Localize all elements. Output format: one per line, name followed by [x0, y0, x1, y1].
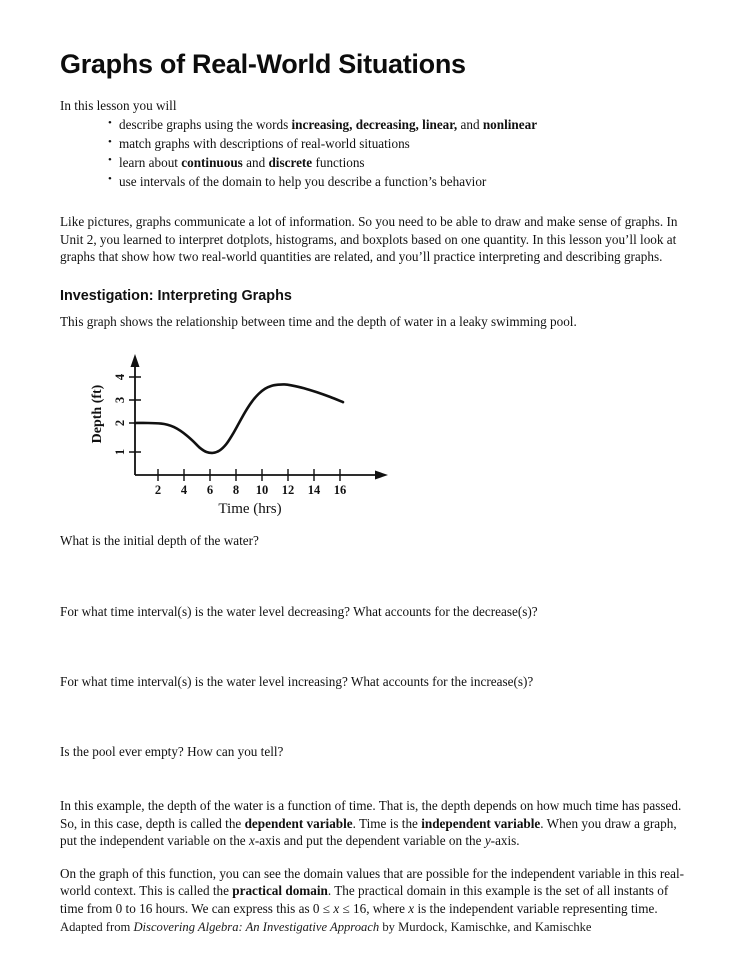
term-independent-variable: independent variable: [421, 815, 541, 831]
objective-text-pre: describe graphs using the words: [119, 117, 292, 133]
paragraph-practical-domain: [60, 865, 690, 918]
variables-text-2: . Time is the: [352, 815, 422, 831]
y-tick-label-1: 1: [112, 449, 127, 456]
x-tick-label-14: 14: [307, 483, 321, 498]
attribution-prefix: Adapted from: [60, 920, 134, 934]
graph-svg: [90, 342, 450, 517]
attribution-suffix: by Murdock, Kamischke, and Kamischke: [379, 920, 592, 934]
data-series-line: [135, 385, 343, 454]
source-attribution: [60, 920, 592, 935]
graph-caption: This graph shows the relationship between time and the depth of water in a leaky swimming pool.: [60, 313, 577, 329]
math-x-lower: x: [333, 900, 340, 916]
page-title: Graphs of Real-World Situations: [60, 49, 466, 79]
question-initial-depth: What is the initial depth of the water?: [60, 533, 259, 549]
objective-text-mid: and: [457, 117, 483, 133]
question-increasing-interval: For what time interval(s) is the water level increasing? What accounts for the increase(s)?: [60, 673, 534, 689]
objective-text-mid: and: [242, 154, 269, 170]
list-item: [108, 116, 690, 135]
objective-bold-2: nonlinear: [482, 117, 538, 133]
x-tick-label-8: 8: [232, 483, 240, 498]
term-dependent-variable: dependent variable: [244, 815, 353, 831]
domain-text-1: On the graph of this function, you can see the domain values that are possible for the independent variable in this real-world context. This is called the: [60, 865, 685, 899]
objective-text-pre: learn about: [119, 154, 182, 170]
question-decreasing-interval: For what time interval(s) is the water level decreasing? What accounts for the decrease(s)?: [60, 603, 538, 619]
paragraph-variables: [60, 797, 690, 850]
x-tick-label-12: 12: [281, 483, 295, 498]
objective-text-pre: match graphs with descriptions of real-world situations: [119, 136, 410, 152]
variables-text-5: -axis.: [490, 833, 520, 849]
variables-text-3: . When you draw a graph, put the independent variable on the: [60, 815, 677, 849]
objective-text-post: functions: [312, 154, 365, 170]
objective-bold-2: discrete: [268, 154, 313, 170]
lesson-intro-line: In this lesson you will: [60, 97, 177, 113]
objective-bold-1: increasing, decreasing, linear,: [291, 117, 458, 133]
math-x-axis-var: x: [248, 833, 255, 849]
variables-text-1: In this example, the depth of the water is a function of time. That is, the depth depends on how much time has passed. So, in this case, depth is called the: [60, 798, 682, 831]
domain-text-3: ≤ 16, where: [339, 900, 409, 916]
question-pool-empty: Is the pool ever empty? How can you tell?: [60, 743, 284, 759]
x-tick-label-16: 16: [333, 483, 347, 498]
y-tick-label-4: 4: [112, 374, 127, 381]
list-item: [108, 154, 690, 173]
domain-text-2: . The practical domain in this example is the set of all instants of time from 0 to 16 hours. We can express this as 0 ≤: [60, 883, 669, 916]
objective-text-pre: use intervals of the domain to help you describe a function’s behavior: [119, 173, 487, 189]
objectives-list: [60, 116, 690, 191]
x-axis-arrowhead: [375, 471, 388, 480]
y-axis-arrowhead: [131, 354, 140, 367]
section-heading-investigation: Investigation: Interpreting Graphs: [60, 287, 292, 304]
y-tick-label-3: 3: [112, 397, 127, 404]
objective-bold-1: continuous: [181, 154, 243, 170]
domain-text-4: is the independent variable representing time.: [414, 900, 658, 916]
x-tick-label-6: 6: [206, 483, 214, 498]
math-y-axis-var: y: [484, 833, 491, 849]
x-axis-title: Time (hrs): [218, 501, 282, 518]
x-tick-label-10: 10: [255, 483, 269, 498]
y-axis-title: Depth (ft): [90, 385, 105, 444]
document-body: [60, 50, 690, 917]
attribution-book-title: Discovering Algebra: An Investigative Approach: [133, 920, 380, 934]
list-item: [108, 135, 690, 154]
variables-text-4: -axis and put the dependent variable on the: [254, 833, 485, 849]
list-item: [108, 173, 690, 192]
intro-paragraph: Like pictures, graphs communicate a lot of information. So you need to be able to draw and make sense of graphs. In Unit 2, you learned to interpret dotplots, histograms, and boxplots based on one quantity. In this lesson you’ll look at graphs that show how two real-world quantities are related, and you’ll practice interpreting and describing graphs.: [60, 214, 678, 265]
x-tick-label-4: 4: [180, 483, 188, 498]
x-tick-label-2: 2: [154, 483, 162, 498]
depth-vs-time-graph: [90, 342, 450, 517]
term-practical-domain: practical domain: [232, 883, 328, 899]
y-tick-label-2: 2: [112, 420, 127, 427]
math-x-upper: x: [408, 900, 415, 916]
